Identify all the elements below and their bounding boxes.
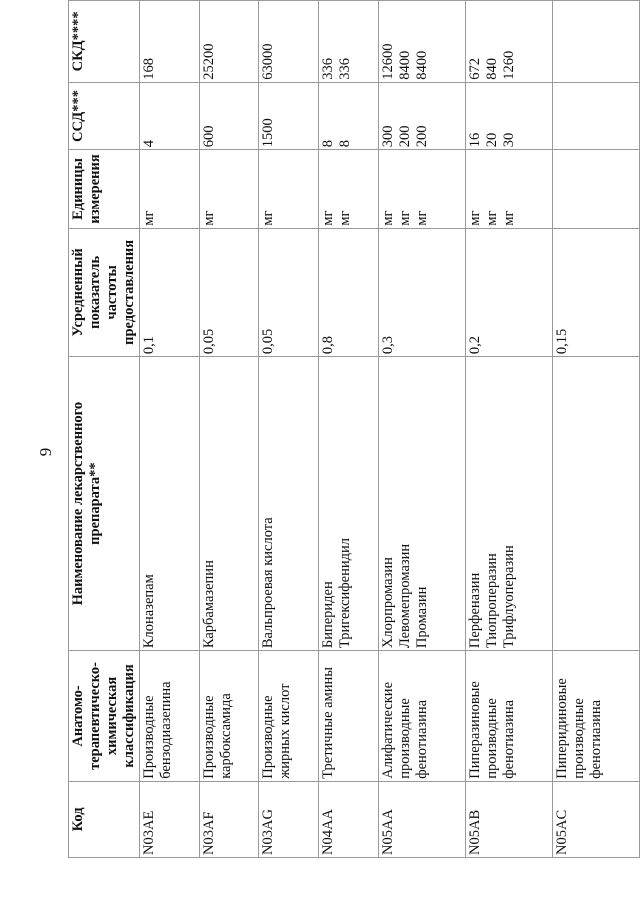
- frequency-cell: 0,3: [378, 228, 465, 356]
- name-value: Тригексифенидил: [337, 538, 354, 649]
- code-cell: N03AG: [259, 781, 319, 857]
- ssd-value: 1500: [260, 118, 277, 148]
- code-cell: N04AA: [319, 781, 379, 857]
- ssd-value: 8: [320, 139, 337, 148]
- name-value: Карбамазепин: [200, 560, 217, 649]
- unit-value: мг: [141, 210, 157, 226]
- name-value: Трифлуоперазин: [500, 545, 517, 649]
- drug-name-cell: [259, 357, 319, 651]
- ssd-value: 8: [337, 139, 354, 148]
- header-code: Код: [69, 781, 140, 857]
- ssd-cell: [465, 82, 552, 150]
- skd-cell: [378, 1, 465, 83]
- skd-value: 8400: [396, 50, 413, 80]
- header-atc: Анатомо-терапевтическо-химическая классификация: [69, 651, 140, 782]
- ssd-cell: [140, 82, 200, 150]
- frequency-cell: 0,8: [319, 228, 379, 356]
- ssd-value: 600: [200, 125, 217, 148]
- name-value: Перфеназин: [466, 572, 483, 649]
- table-body: [140, 1, 640, 858]
- drug-name-cell: [552, 357, 639, 651]
- group-cell: Производные карбоксамида: [199, 651, 259, 782]
- header-frequency: Усредненный показатель частоты предоставления: [69, 228, 140, 356]
- code-cell: N05AB: [465, 781, 552, 857]
- ssd-value: 200: [396, 125, 413, 148]
- ssd-cell: [199, 82, 259, 150]
- unit-value: мг: [483, 210, 500, 226]
- ssd-value: 4: [141, 139, 157, 148]
- name-value: Бипериден: [320, 581, 337, 649]
- skd-value: 672: [466, 57, 483, 80]
- skd-value: 1260: [500, 50, 517, 80]
- drug-name-cell: [378, 357, 465, 651]
- group-cell: Производные бензодиазепина: [140, 651, 200, 782]
- unit-cell: [465, 150, 552, 228]
- page-number: 9: [36, 447, 55, 457]
- skd-value: 168: [141, 57, 157, 80]
- table-row: [552, 1, 639, 858]
- frequency-cell: 0,05: [259, 228, 319, 356]
- header-ssd: ССД***: [69, 82, 140, 150]
- drug-name-cell: [465, 357, 552, 651]
- name-value: Хлорпромазин: [379, 557, 396, 649]
- table-row: [319, 1, 379, 858]
- header-skd: СКД****: [69, 1, 140, 83]
- skd-value: 63000: [260, 43, 277, 80]
- table-row: [199, 1, 259, 858]
- code-cell: N05AA: [378, 781, 465, 857]
- name-value: Вальпроевая кислота: [260, 517, 277, 649]
- table-row: [465, 1, 552, 858]
- name-value: Промазин: [413, 586, 430, 649]
- name-value: Левомепромазин: [396, 543, 413, 649]
- drug-name-cell: [140, 357, 200, 651]
- ssd-value: 30: [500, 132, 517, 148]
- skd-value: 336: [337, 57, 354, 80]
- unit-cell: [552, 150, 639, 228]
- unit-cell: [140, 150, 200, 228]
- skd-cell: [140, 1, 200, 83]
- table-row: [140, 1, 200, 858]
- header-drug: Наименование лекарственного препарата**: [69, 357, 140, 651]
- unit-cell: [378, 150, 465, 228]
- drug-name-cell: [319, 357, 379, 651]
- skd-value: 25200: [200, 43, 217, 80]
- skd-cell: [319, 1, 379, 83]
- code-cell: N03AE: [140, 781, 200, 857]
- name-value: Клоназепам: [141, 574, 157, 649]
- skd-value: 336: [320, 57, 337, 80]
- ssd-cell: [319, 82, 379, 150]
- frequency-cell: 0,15: [552, 228, 639, 356]
- skd-cell: [199, 1, 259, 83]
- group-cell: Третичные амины: [319, 651, 379, 782]
- drug-name-cell: [199, 357, 259, 651]
- unit-value: мг: [320, 210, 337, 226]
- group-cell: Пиперидиновые производные фенотиазина: [552, 651, 639, 782]
- unit-value: мг: [396, 210, 413, 226]
- table-row: [259, 1, 319, 858]
- skd-value: 840: [483, 57, 500, 80]
- ssd-value: 300: [379, 125, 396, 148]
- unit-value: мг: [337, 210, 354, 226]
- skd-cell: [465, 1, 552, 83]
- ssd-cell: [259, 82, 319, 150]
- name-value: Тиопроперазин: [483, 553, 500, 649]
- unit-cell: [199, 150, 259, 228]
- unit-value: мг: [379, 210, 396, 226]
- ssd-cell: [552, 82, 639, 150]
- code-cell: N05AC: [552, 781, 639, 857]
- group-cell: Производные жирных кислот: [259, 651, 319, 782]
- unit-value: мг: [500, 210, 517, 226]
- unit-cell: [319, 150, 379, 228]
- unit-cell: [259, 150, 319, 228]
- skd-value: 8400: [413, 50, 430, 80]
- group-cell: Алифатические производные фенотиазина: [378, 651, 465, 782]
- ssd-cell: [378, 82, 465, 150]
- unit-value: мг: [413, 210, 430, 226]
- unit-value: мг: [260, 210, 277, 226]
- skd-value: 12600: [379, 43, 396, 80]
- header-row: [69, 1, 140, 858]
- drug-classification-table: [68, 0, 640, 858]
- header-unit: Единицы измерения: [69, 150, 140, 228]
- frequency-cell: 0,2: [465, 228, 552, 356]
- skd-cell: [259, 1, 319, 83]
- unit-value: мг: [466, 210, 483, 226]
- group-cell: Пиперазиновые производные фенотиазина: [465, 651, 552, 782]
- ssd-value: 16: [466, 132, 483, 148]
- table-row: [378, 1, 465, 858]
- ssd-value: 200: [413, 125, 430, 148]
- frequency-cell: 0,1: [140, 228, 200, 356]
- unit-value: мг: [200, 210, 217, 226]
- ssd-value: 20: [483, 132, 500, 148]
- skd-cell: [552, 1, 639, 83]
- code-cell: N03AF: [199, 781, 259, 857]
- frequency-cell: 0,05: [199, 228, 259, 356]
